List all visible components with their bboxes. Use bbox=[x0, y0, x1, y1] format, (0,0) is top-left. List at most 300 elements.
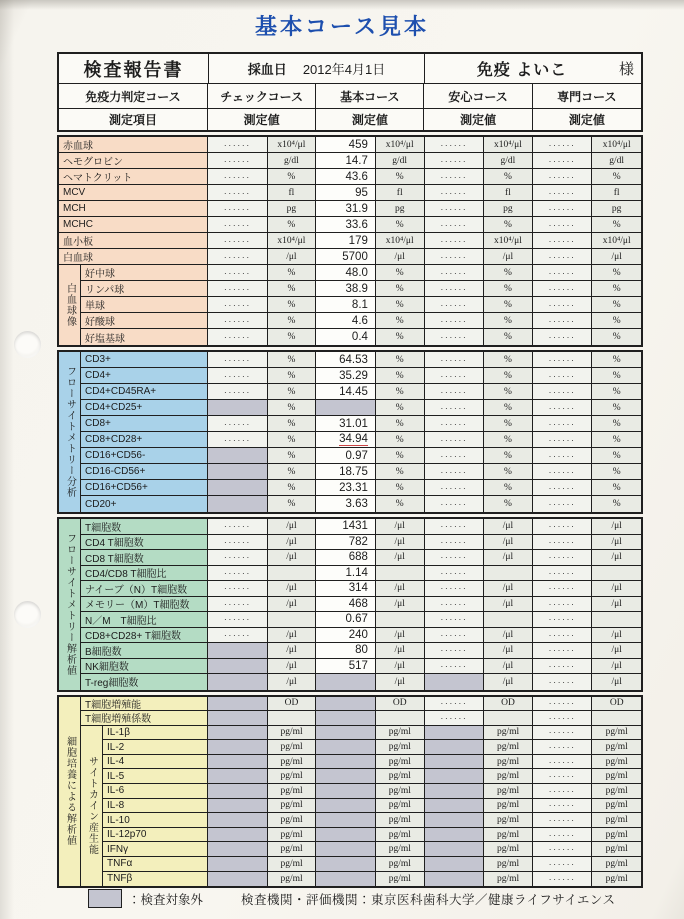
unit-cell: % bbox=[268, 464, 317, 479]
unit-cell: /μl bbox=[592, 628, 641, 643]
measured-value: 43.6 bbox=[345, 170, 368, 183]
unit-cell: % bbox=[592, 217, 641, 232]
item-label: 赤血球 bbox=[59, 137, 208, 152]
item-label: ヘマトクリット bbox=[59, 169, 208, 184]
not-measured-dots: ······ bbox=[440, 283, 468, 294]
not-measured-dots: ······ bbox=[548, 187, 576, 198]
unit-cell: g/dl bbox=[484, 153, 533, 168]
unit-cell: % bbox=[592, 448, 641, 463]
table-row bbox=[103, 857, 641, 872]
unit-cell bbox=[484, 612, 533, 627]
unit-cell: /μl bbox=[268, 519, 317, 534]
value-cell bbox=[208, 550, 268, 565]
honorific: 様 bbox=[618, 61, 634, 78]
unit-cell: % bbox=[484, 432, 533, 447]
unit-cell: x10⁴/μl bbox=[484, 233, 533, 248]
not-measured-dots: ······ bbox=[223, 583, 251, 594]
unit-cell: pg/ml bbox=[268, 872, 317, 887]
excluded-cell bbox=[208, 842, 268, 856]
item-label: IL-2 bbox=[103, 740, 208, 754]
value-cell bbox=[208, 313, 268, 328]
unit-cell: /μl bbox=[484, 550, 533, 565]
item-label: T細胞増殖係数 bbox=[81, 711, 208, 725]
not-measured-dots: ······ bbox=[548, 800, 576, 811]
not-measured-dots: ······ bbox=[548, 771, 576, 782]
value-cell bbox=[316, 496, 376, 512]
unit-cell: % bbox=[268, 448, 317, 463]
measured-value: 95 bbox=[355, 186, 368, 199]
not-measured-dots: ······ bbox=[548, 829, 576, 840]
not-measured-dots: ······ bbox=[548, 712, 576, 723]
excluded-cell bbox=[208, 643, 268, 658]
excluded-cell bbox=[208, 674, 268, 690]
value-cell bbox=[316, 535, 376, 550]
unit-cell: % bbox=[484, 448, 533, 463]
unit-cell: % bbox=[484, 384, 533, 399]
unit-cell: x10⁴/μl bbox=[376, 233, 425, 248]
measurement-value-header: 測定値 bbox=[208, 109, 316, 130]
item-label: B細胞数 bbox=[81, 643, 208, 658]
value-cell bbox=[533, 297, 593, 312]
table-row bbox=[81, 519, 641, 535]
unit-cell: % bbox=[592, 432, 641, 447]
table-row bbox=[103, 755, 641, 770]
sub-group bbox=[59, 265, 641, 345]
unit-cell bbox=[592, 612, 641, 627]
item-label: TNFβ bbox=[103, 872, 208, 887]
table-row bbox=[81, 674, 641, 690]
unit-cell: g/dl bbox=[592, 153, 641, 168]
unit-cell: /μl bbox=[592, 674, 641, 690]
unit-cell: OD bbox=[484, 697, 533, 711]
value-cell bbox=[425, 185, 485, 200]
measured-value: 3.63 bbox=[345, 498, 368, 510]
not-measured-dots: ······ bbox=[548, 583, 576, 594]
item-label: MCV bbox=[59, 185, 208, 200]
unit-cell: % bbox=[376, 281, 425, 296]
not-measured-dots: ······ bbox=[548, 698, 576, 709]
course-header-senmon: 専門コース bbox=[557, 89, 617, 104]
value-cell bbox=[316, 581, 376, 596]
table-row bbox=[103, 726, 641, 741]
value-cell bbox=[208, 233, 268, 248]
value-cell bbox=[533, 496, 593, 512]
unit-cell: % bbox=[268, 496, 317, 512]
table-row bbox=[81, 659, 641, 675]
value-cell bbox=[316, 368, 376, 383]
value-cell bbox=[208, 612, 268, 627]
table-row bbox=[81, 265, 641, 281]
value-cell bbox=[208, 597, 268, 612]
excluded-cell bbox=[425, 755, 485, 769]
course-column-label: 免疫力判定コース bbox=[59, 84, 208, 108]
course-header-basic: 基本コース bbox=[316, 84, 424, 108]
unit-cell: /μl bbox=[592, 550, 641, 565]
unit-cell: % bbox=[592, 265, 641, 280]
not-measured-dots: ······ bbox=[440, 332, 468, 342]
unit-cell: fl bbox=[484, 185, 533, 200]
not-measured-dots: ······ bbox=[548, 283, 576, 294]
value-cell bbox=[316, 612, 376, 627]
value-cell bbox=[208, 281, 268, 296]
not-measured-dots: ······ bbox=[440, 450, 468, 461]
table-row bbox=[81, 566, 641, 582]
measured-value: 38.9 bbox=[345, 282, 368, 295]
not-measured-dots: ······ bbox=[548, 645, 576, 656]
value-cell bbox=[533, 233, 593, 248]
not-measured-dots: ······ bbox=[548, 727, 576, 738]
table-row bbox=[103, 872, 641, 887]
value-cell bbox=[316, 352, 376, 367]
excluded-cell bbox=[208, 726, 268, 740]
not-measured-dots: ······ bbox=[223, 332, 251, 342]
unit-cell: /μl bbox=[484, 249, 533, 264]
section-rows bbox=[81, 519, 641, 690]
table-row bbox=[81, 496, 641, 512]
measured-value: 18.75 bbox=[339, 465, 368, 478]
not-measured-dots: ······ bbox=[548, 482, 576, 493]
excluded-cell bbox=[425, 674, 485, 690]
excluded-cell bbox=[425, 813, 485, 827]
not-measured-dots: ······ bbox=[223, 139, 251, 150]
unit-cell: pg/ml bbox=[268, 828, 317, 842]
excluded-cell bbox=[425, 872, 485, 887]
not-measured-dots: ······ bbox=[548, 219, 576, 230]
unit-cell: pg/ml bbox=[376, 740, 425, 754]
item-label: IL-10 bbox=[103, 813, 208, 827]
value-cell bbox=[425, 597, 485, 612]
item-label: CD16+CD56- bbox=[81, 448, 208, 463]
item-label: ナイーブ（N）T細胞数 bbox=[81, 581, 208, 596]
excluded-cell bbox=[208, 448, 268, 463]
sub-group bbox=[81, 726, 641, 887]
not-measured-dots: ······ bbox=[440, 171, 468, 182]
value-cell bbox=[533, 265, 593, 280]
unit-cell: /μl bbox=[268, 643, 317, 658]
unit-cell: % bbox=[268, 400, 317, 415]
not-measured-dots: ······ bbox=[223, 598, 251, 609]
not-measured-dots: ······ bbox=[440, 251, 468, 262]
unit-cell: pg/ml bbox=[376, 813, 425, 827]
unit-cell: % bbox=[484, 464, 533, 479]
value-cell bbox=[425, 368, 485, 383]
not-measured-dots: ······ bbox=[223, 203, 251, 214]
unit-cell: % bbox=[268, 297, 317, 312]
not-measured-dots: ······ bbox=[440, 203, 468, 214]
not-measured-dots: ······ bbox=[223, 187, 251, 198]
item-label: CD8+ bbox=[81, 416, 208, 431]
unit-cell: % bbox=[592, 352, 641, 367]
measured-value: 459 bbox=[348, 138, 368, 151]
unit-cell: pg/ml bbox=[268, 755, 317, 769]
table-row bbox=[103, 828, 641, 843]
report-table bbox=[57, 52, 643, 888]
unit-cell: x10⁴/μl bbox=[592, 233, 641, 248]
measured-value: 314 bbox=[348, 582, 368, 595]
table-row bbox=[81, 550, 641, 566]
unit-cell: pg/ml bbox=[376, 842, 425, 856]
item-label: CD4+CD45RA+ bbox=[81, 384, 208, 399]
excluded-cell bbox=[316, 697, 376, 711]
value-cell bbox=[425, 628, 485, 643]
table-row bbox=[59, 201, 641, 217]
unit-cell: % bbox=[484, 480, 533, 495]
section-block-flow_analysis bbox=[57, 350, 643, 514]
value-cell bbox=[316, 265, 376, 280]
unit-cell: /μl bbox=[268, 659, 317, 674]
value-cell bbox=[425, 313, 485, 328]
unit-cell bbox=[592, 566, 641, 581]
unit-cell: /μl bbox=[484, 643, 533, 658]
not-measured-dots: ······ bbox=[223, 536, 251, 547]
unit-cell: pg/ml bbox=[376, 726, 425, 740]
not-measured-dots: ······ bbox=[440, 219, 468, 230]
not-measured-dots: ······ bbox=[440, 521, 468, 532]
not-measured-dots: ······ bbox=[548, 742, 576, 753]
item-label: CD8 T細胞数 bbox=[81, 550, 208, 565]
value-cell bbox=[208, 566, 268, 581]
unit-cell: pg/ml bbox=[484, 769, 533, 783]
table-row bbox=[103, 740, 641, 755]
not-measured-dots: ······ bbox=[223, 155, 251, 166]
value-cell bbox=[533, 659, 593, 674]
not-measured-dots: ······ bbox=[548, 251, 576, 262]
excluded-cell bbox=[316, 769, 376, 783]
value-cell bbox=[316, 281, 376, 296]
measured-value: 1.14 bbox=[345, 566, 368, 579]
unit-cell: % bbox=[376, 496, 425, 512]
unit-cell: /μl bbox=[268, 597, 317, 612]
not-measured-dots: ······ bbox=[223, 219, 251, 230]
measurement-value-header: 測定値 bbox=[316, 109, 424, 130]
table-row bbox=[81, 581, 641, 597]
value-cell bbox=[533, 169, 593, 184]
patient-name-cell bbox=[425, 54, 641, 83]
value-cell bbox=[316, 297, 376, 312]
unit-cell bbox=[376, 612, 425, 627]
unit-cell: % bbox=[376, 400, 425, 415]
excluded-cell bbox=[208, 740, 268, 754]
value-cell bbox=[316, 313, 376, 328]
unit-cell: % bbox=[592, 496, 641, 512]
table-row bbox=[59, 249, 641, 265]
unit-cell: pg/ml bbox=[592, 755, 641, 769]
unit-cell: % bbox=[484, 496, 533, 512]
not-measured-dots: ······ bbox=[548, 815, 576, 826]
unit-cell: pg bbox=[592, 201, 641, 216]
measured-value: 517 bbox=[348, 659, 368, 672]
not-measured-dots: ······ bbox=[440, 235, 468, 246]
value-cell bbox=[533, 799, 593, 813]
item-label: IFNγ bbox=[103, 842, 208, 856]
item-label: TNFα bbox=[103, 857, 208, 871]
not-measured-dots: ······ bbox=[548, 499, 576, 509]
unit-cell: % bbox=[376, 480, 425, 495]
table-row bbox=[81, 352, 641, 368]
section-block-hematology bbox=[57, 135, 643, 347]
value-cell bbox=[533, 313, 593, 328]
value-cell bbox=[533, 674, 593, 690]
unit-cell: /μl bbox=[592, 643, 641, 658]
unit-cell bbox=[376, 566, 425, 581]
value-cell bbox=[316, 448, 376, 463]
unit-cell: % bbox=[484, 281, 533, 296]
item-label: 白血球 bbox=[59, 249, 208, 264]
value-cell bbox=[533, 464, 593, 479]
unit-cell: /μl bbox=[592, 581, 641, 596]
value-cell bbox=[425, 201, 485, 216]
unit-cell: pg/ml bbox=[268, 740, 317, 754]
excluded-cell bbox=[425, 857, 485, 871]
measured-value: 48.0 bbox=[345, 266, 368, 279]
value-cell bbox=[208, 581, 268, 596]
excluded-cell bbox=[425, 726, 485, 740]
item-label: N／M T細胞比 bbox=[81, 612, 208, 627]
unit-cell: % bbox=[484, 329, 533, 345]
unit-cell: /μl bbox=[484, 535, 533, 550]
not-measured-dots: ······ bbox=[548, 614, 576, 625]
value-cell bbox=[425, 416, 485, 431]
not-measured-dots: ······ bbox=[548, 844, 576, 855]
measured-value: 34.94 bbox=[339, 433, 368, 445]
value-cell bbox=[425, 535, 485, 550]
unit-cell: /μl bbox=[268, 249, 317, 264]
not-measured-dots: ······ bbox=[440, 139, 468, 150]
report-title: 検査報告書 bbox=[59, 54, 209, 83]
unit-cell bbox=[376, 711, 425, 725]
value-cell bbox=[425, 550, 485, 565]
unit-cell bbox=[268, 566, 317, 581]
not-measured-dots: ······ bbox=[548, 660, 576, 671]
not-measured-dots: ······ bbox=[548, 155, 576, 166]
value-cell bbox=[208, 519, 268, 534]
value-cell bbox=[425, 153, 485, 168]
unit-cell: % bbox=[592, 480, 641, 495]
value-cell bbox=[533, 329, 593, 345]
not-measured-dots: ······ bbox=[548, 450, 576, 461]
unit-cell: /μl bbox=[268, 535, 317, 550]
not-measured-dots: ······ bbox=[548, 267, 576, 278]
unit-cell: pg/ml bbox=[376, 769, 425, 783]
unit-cell: /μl bbox=[592, 597, 641, 612]
measured-value: 4.6 bbox=[351, 314, 368, 327]
unit-cell: % bbox=[484, 368, 533, 383]
value-cell bbox=[316, 464, 376, 479]
measured-value: 8.1 bbox=[351, 298, 368, 311]
measured-value: 468 bbox=[348, 597, 368, 610]
value-cell bbox=[425, 480, 485, 495]
not-measured-dots: ······ bbox=[548, 858, 576, 869]
item-label: IL-8 bbox=[103, 799, 208, 813]
value-cell bbox=[533, 842, 593, 856]
item-label: IL-12p70 bbox=[103, 828, 208, 842]
unit-cell: /μl bbox=[376, 597, 425, 612]
unit-cell: pg/ml bbox=[592, 769, 641, 783]
value-cell bbox=[208, 169, 268, 184]
unit-cell: pg/ml bbox=[592, 740, 641, 754]
value-cell bbox=[533, 153, 593, 168]
not-measured-dots: ······ bbox=[440, 482, 468, 493]
value-cell bbox=[316, 643, 376, 658]
item-label: CD4 T細胞数 bbox=[81, 535, 208, 550]
hole-punch-top bbox=[14, 331, 41, 358]
unit-cell: pg/ml bbox=[376, 799, 425, 813]
unit-cell: pg/ml bbox=[376, 828, 425, 842]
item-label: CD8+CD28+ bbox=[81, 432, 208, 447]
excluded-cell bbox=[316, 842, 376, 856]
value-cell bbox=[208, 217, 268, 232]
table-row bbox=[81, 432, 641, 448]
table-row bbox=[103, 799, 641, 814]
unit-cell: pg/ml bbox=[484, 828, 533, 842]
unit-cell: pg/ml bbox=[592, 857, 641, 871]
excluded-cell bbox=[425, 799, 485, 813]
value-cell bbox=[425, 352, 485, 367]
unit-cell: pg/ml bbox=[376, 755, 425, 769]
not-measured-dots: ······ bbox=[223, 386, 251, 397]
value-cell bbox=[533, 432, 593, 447]
item-label: CD3+ bbox=[81, 352, 208, 367]
value-cell bbox=[208, 329, 268, 345]
unit-cell: % bbox=[592, 281, 641, 296]
not-measured-dots: ······ bbox=[440, 402, 468, 413]
not-measured-dots: ······ bbox=[223, 299, 251, 310]
value-cell bbox=[533, 217, 593, 232]
value-cell bbox=[425, 643, 485, 658]
value-cell bbox=[533, 448, 593, 463]
unit-cell: x10⁴/μl bbox=[484, 137, 533, 152]
blood-draw-cell bbox=[209, 54, 425, 83]
not-measured-dots: ······ bbox=[440, 315, 468, 326]
value-cell bbox=[316, 566, 376, 581]
excluded-cell bbox=[316, 784, 376, 798]
value-cell bbox=[533, 400, 593, 415]
unit-cell: pg/ml bbox=[484, 842, 533, 856]
measured-value: 35.29 bbox=[339, 369, 368, 382]
value-cell bbox=[425, 659, 485, 674]
item-label: メモリー（M）T細胞数 bbox=[81, 597, 208, 612]
value-cell bbox=[425, 137, 485, 152]
excluded-cell bbox=[316, 799, 376, 813]
value-cell bbox=[533, 416, 593, 431]
excluded-cell bbox=[316, 755, 376, 769]
unit-cell: /μl bbox=[592, 519, 641, 534]
table-row bbox=[59, 185, 641, 201]
value-cell bbox=[425, 265, 485, 280]
unit-cell: % bbox=[484, 169, 533, 184]
value-cell bbox=[533, 740, 593, 754]
unit-cell: % bbox=[268, 265, 317, 280]
unit-cell: g/dl bbox=[268, 153, 317, 168]
not-measured-dots: ······ bbox=[223, 418, 251, 429]
value-cell bbox=[208, 201, 268, 216]
unit-cell: % bbox=[484, 400, 533, 415]
excluded-cell bbox=[316, 726, 376, 740]
not-measured-dots: ······ bbox=[548, 139, 576, 150]
item-label: CD4+ bbox=[81, 368, 208, 383]
group-label-inner: サイトカイン産生能 bbox=[81, 726, 103, 887]
not-measured-dots: ······ bbox=[548, 521, 576, 532]
value-cell bbox=[533, 201, 593, 216]
value-cell bbox=[316, 249, 376, 264]
value-cell bbox=[425, 384, 485, 399]
unit-cell bbox=[484, 711, 533, 725]
value-cell bbox=[425, 217, 485, 232]
not-measured-dots: ······ bbox=[548, 567, 576, 578]
unit-cell: /μl bbox=[484, 674, 533, 690]
unit-cell: % bbox=[484, 416, 533, 431]
item-label: IL-4 bbox=[103, 755, 208, 769]
